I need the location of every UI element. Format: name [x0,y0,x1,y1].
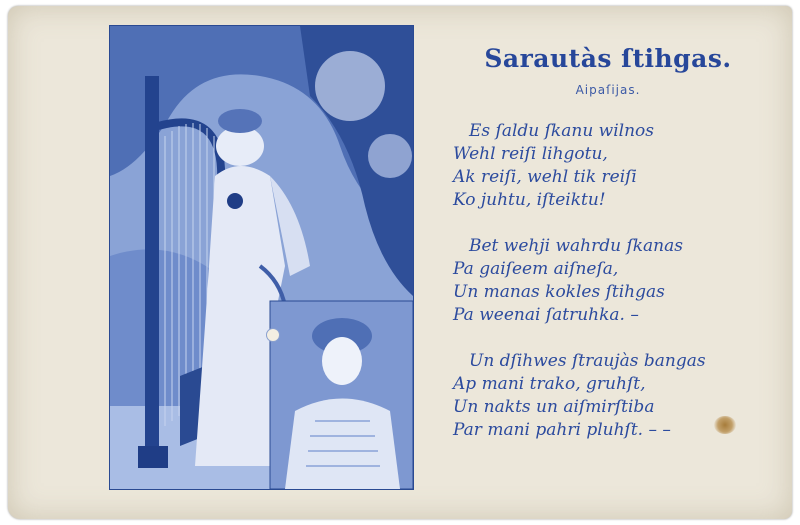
harpist-photo [110,26,413,489]
poem-line: Ko juhtu, iſteiktu! [453,190,606,210]
worn-hole [266,328,280,342]
stanza-2 [453,235,773,327]
photo-panel [109,25,414,490]
poem-title: Sarautàs ſtihgas. [484,44,732,73]
poem-line: Wehl reiſi lihgotu, [453,144,608,164]
stanza-1 [453,120,773,212]
poem-line: Pa gaiſeem aiſneſa, [453,259,619,279]
poem-line: Pa weenai ſatruhka. – [453,305,639,325]
poem-author: Aipaſijas. [575,83,641,97]
poem-line: Un manas kokles ſtihgas [453,282,665,302]
poem-line: Ak reiſi, wehl tik reiſi [453,167,637,187]
poem-line: Bet wehji wahrdu ſkanas [469,236,683,256]
poem-line: Un nakts un aiſmirſtiba [453,397,655,417]
poem-line: Es ſaldu ſkanu wilnos [469,121,654,141]
poem-line: Un dſihwes ſtraujàs bangas [469,351,706,371]
poem-line: Ap mani trako, gruhſt, [453,374,646,394]
postcard [8,6,792,519]
stain-mark [714,416,736,434]
poem-line: Par mani pahri pluhſt. – – [453,420,671,440]
